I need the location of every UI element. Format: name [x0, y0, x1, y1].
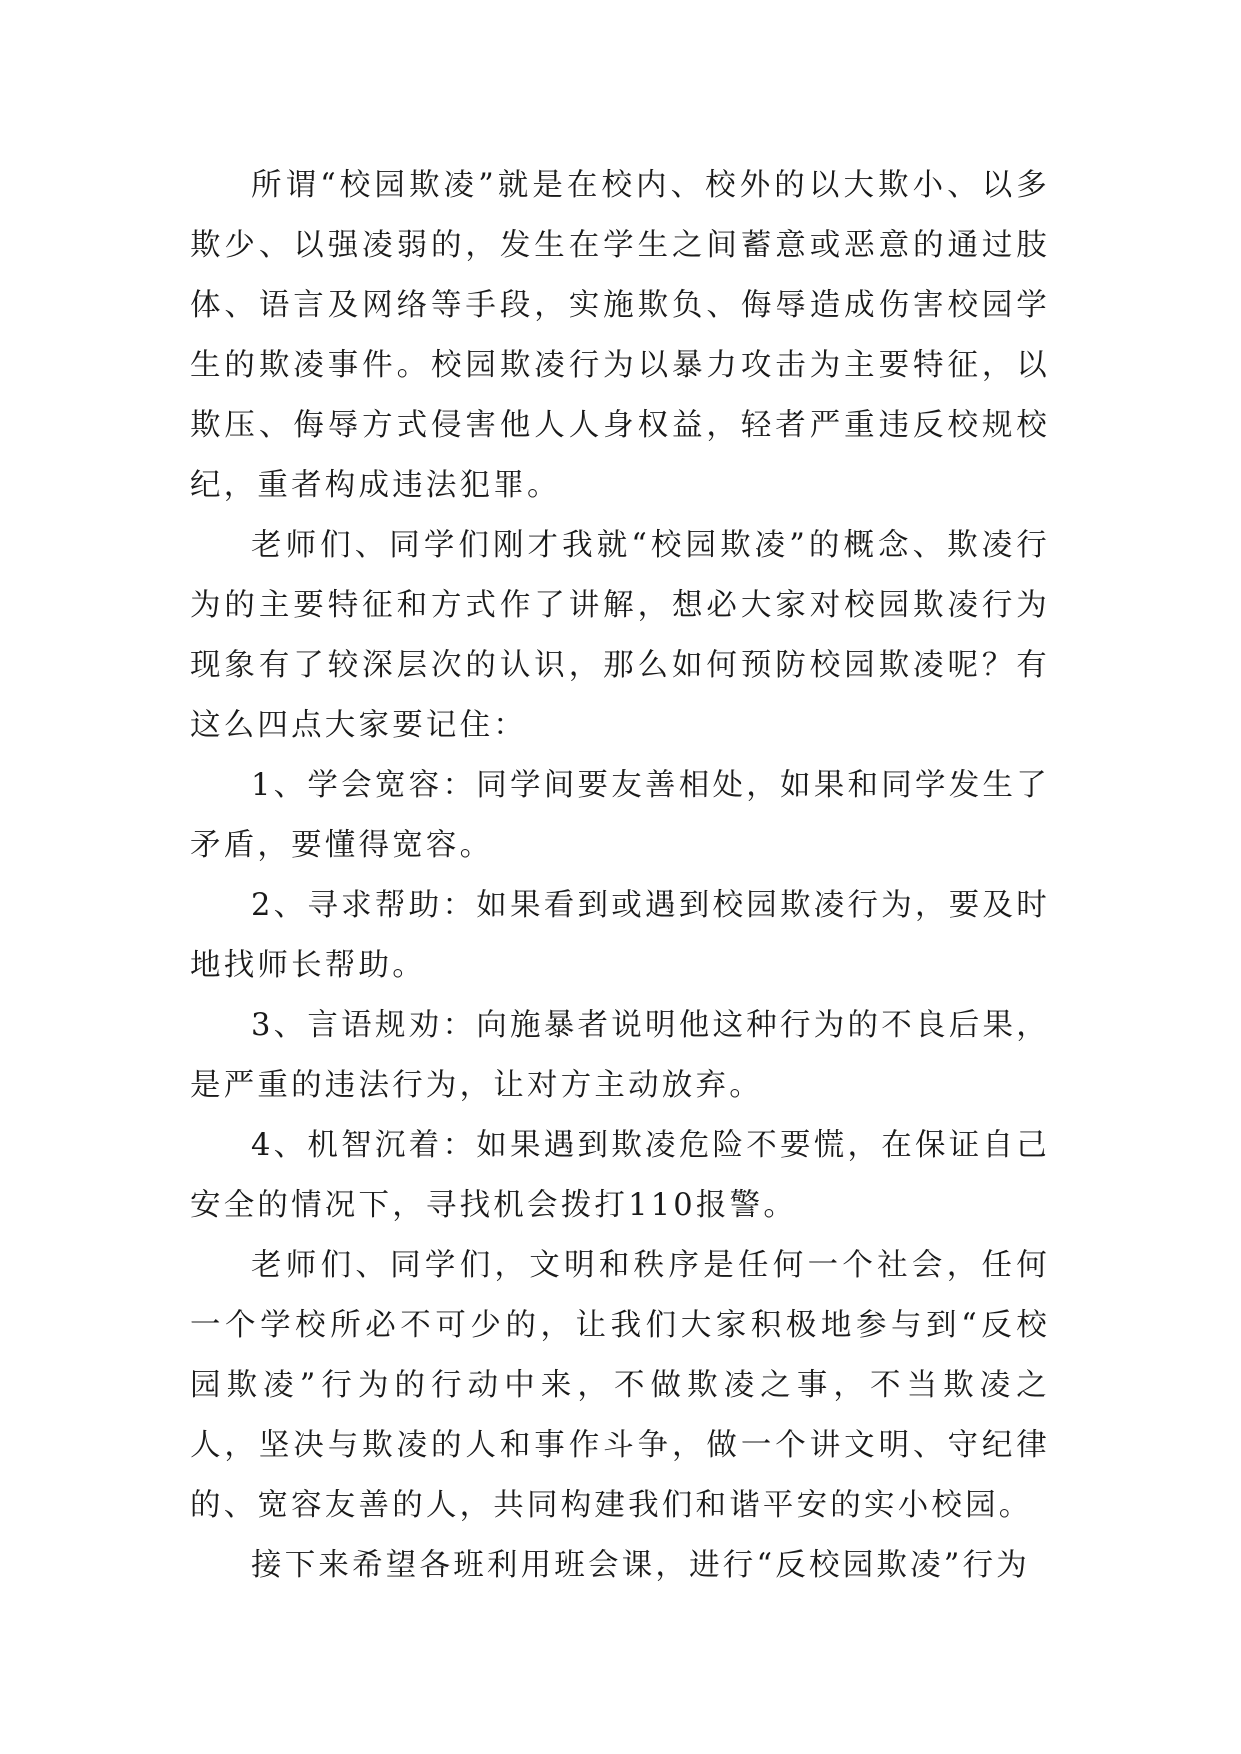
paragraph-call-to-action: 老师们、同学们，文明和秩序是任何一个社会，任何一个学校所必不可少的，让我们大家积极地参与到“反校园欺凌”行为的行动中来，不做欺凌之事，不当欺凌之人，坚决与欺凌的人和事作斗争，做一个讲文明、守纪律的、宽容友善的人，共同构建我们和谐平安的实小校园。	[190, 1248, 1050, 1523]
paragraph-next-steps: 接下来希望各班利用班会课，进行“反校园欺凌”行为	[251, 1548, 1030, 1583]
list-item-seek-help: 2、寻求帮助：如果看到或遇到校园欺凌行为，要及时地找师长帮助。	[190, 888, 1050, 983]
list-item-stay-calm: 4、机智沉着：如果遇到欺凌危险不要慌，在保证自己安全的情况下，寻找机会拨打110报警。	[190, 1128, 1050, 1223]
list-item-persuade: 3、言语规劝：向施暴者说明他这种行为的不良后果，是严重的违法行为，让对方主动放弃。	[190, 1008, 1050, 1103]
document-body	[190, 156, 1050, 1596]
paragraph-definition: 所谓“校园欺凌”就是在校内、校外的以大欺小、以多欺少、以强凌弱的，发生在学生之间蓄意或恶意的通过肢体、语言及网络等手段，实施欺负、侮辱造成伤害校园学生的欺凌事件。校园欺凌行为以暴力攻击为主要特征，以欺压、侮辱方式侵害他人人身权益，轻者严重违反校规校纪，重者构成违法犯罪。	[190, 168, 1050, 503]
paragraph-introduction: 老师们、同学们刚才我就“校园欺凌”的概念、欺凌行为的主要特征和方式作了讲解，想必大家对校园欺凌行为现象有了较深层次的认识，那么如何预防校园欺凌呢？有这么四点大家要记住：	[190, 528, 1050, 743]
list-item-tolerance: 1、学会宽容：同学间要友善相处，如果和同学发生了矛盾，要懂得宽容。	[190, 768, 1050, 863]
